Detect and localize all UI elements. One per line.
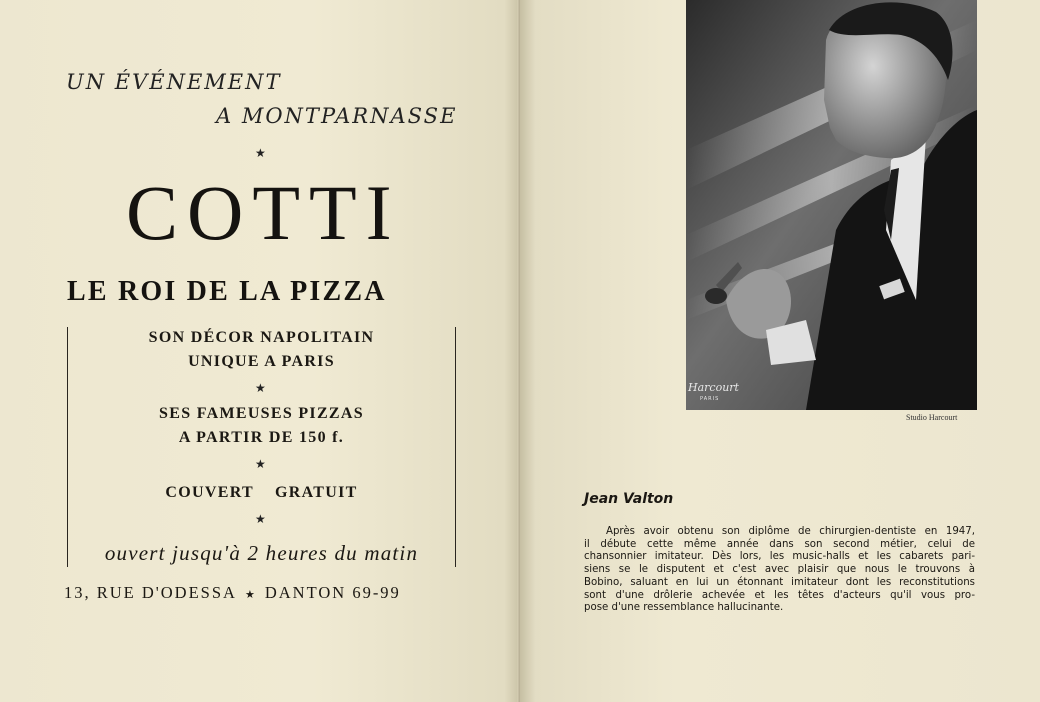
star-icon: ★ xyxy=(255,512,266,526)
decor-line1: SON DÉCOR NAPOLITAIN xyxy=(148,329,375,346)
phone-number: DANTON 69-99 xyxy=(264,583,401,602)
street-address: 13, RUE D'ODESSA xyxy=(64,583,237,602)
photo-signature-city: PARIS xyxy=(700,396,720,402)
star-icon: ★ xyxy=(255,381,266,395)
bio-line: Après avoir obtenu son diplôme de chirurgien-dentiste en 1947, xyxy=(606,526,975,537)
photo-signature: Harcourt xyxy=(688,381,739,394)
pizza-price-line: A PARTIR DE 150 f. xyxy=(178,429,345,446)
bio-line: il débute cette même année dans son second métier, celui de xyxy=(584,538,975,550)
star-icon: ★ xyxy=(244,588,257,601)
star-icon: ★ xyxy=(255,457,266,471)
artist-name: Jean Valton xyxy=(584,491,674,507)
opening-hours: ouvert jusqu'à 2 heures du matin xyxy=(104,541,419,565)
bio-line: Bobino, saluant en lui un étonnant imitateur dont les reconstitutions xyxy=(584,576,975,588)
cover-charge: COUVERT GRATUIT xyxy=(165,484,358,501)
ad-heading-line1: UN ÉVÉNEMENT xyxy=(66,70,282,94)
bio-line: chansonnier imitateur. Dès lors, les music-halls et les cabarets pari- xyxy=(584,551,975,563)
star-icon: ★ xyxy=(255,146,266,160)
restaurant-name: COTTI xyxy=(126,169,401,256)
bio-line: sont d'une drôlerie achevée et les têtes d'acteurs qu'il vous pro- xyxy=(584,589,975,601)
bio-line: siens se le disputent et c'est avec plaisir que nous le trouvons à xyxy=(584,564,975,576)
photo-credit: Studio Harcourt xyxy=(906,413,958,422)
restaurant-tagline: LE ROI DE LA PIZZA xyxy=(67,276,387,307)
bio-line: pose d'une ressemblance hallucinante. xyxy=(584,602,784,614)
portrait-photo xyxy=(686,0,977,410)
decor-line2: UNIQUE A PARIS xyxy=(188,353,335,370)
address-line xyxy=(64,583,401,603)
artist-biography xyxy=(584,526,975,615)
pizza-line1: SES FAMEUSES PIZZAS xyxy=(159,405,364,422)
ad-heading-line2: A MONTPARNASSE xyxy=(216,104,458,128)
